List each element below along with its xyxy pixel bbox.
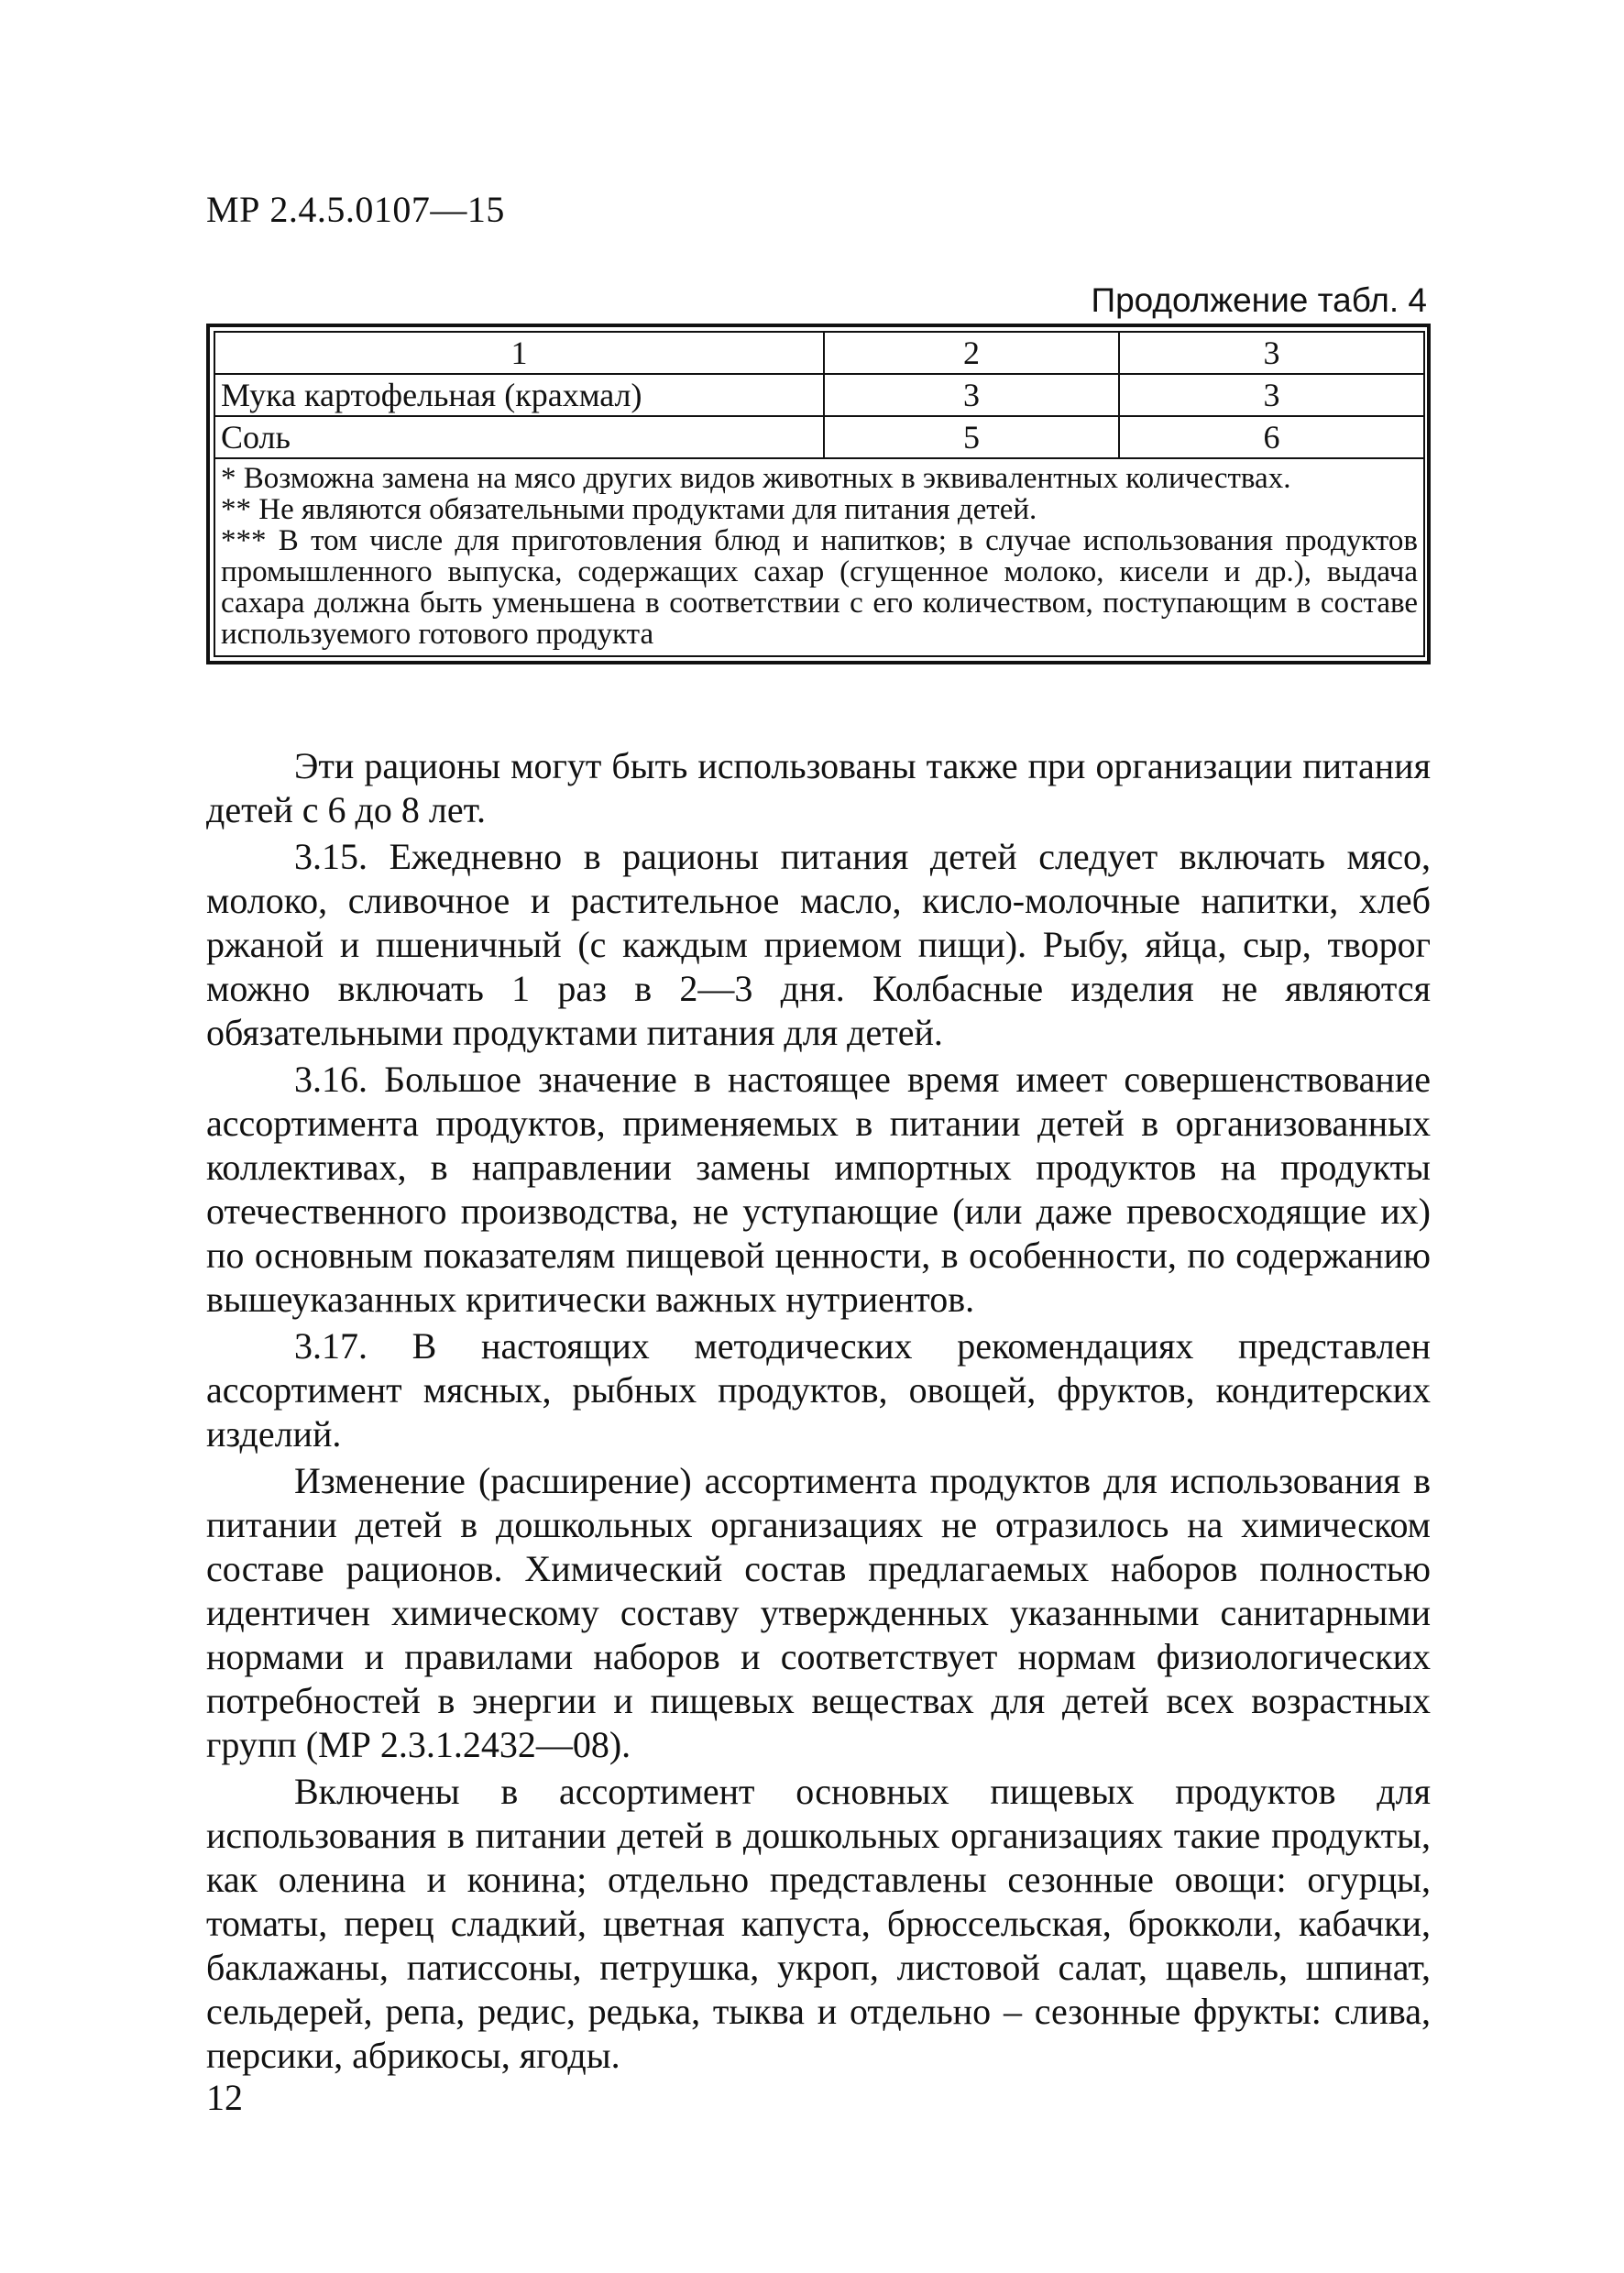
table-cell-product: Соль: [214, 416, 824, 458]
document-id-header: МР 2.4.5.0107—15: [206, 189, 505, 230]
table-row: [214, 374, 1424, 416]
table-cell-value: 6: [1119, 416, 1424, 458]
paragraph: 3.17. В настоящих методических рекомендациях представлен ассортимент мясных, рыбных продуктов, овощей, фруктов, кондитерских изделий.: [206, 1325, 1431, 1455]
table-caption: Продолжение табл. 4: [1091, 281, 1427, 319]
table-cell-value: 3: [824, 374, 1119, 416]
table-header-row: [214, 332, 1424, 374]
body-text: [206, 744, 1431, 2078]
table-row: [214, 416, 1424, 458]
paragraph: Изменение (расширение) ассортимента продуктов для использования в питании детей в дошкольных организациях не отразилось на химическом составе рационов. Химический состав предлагаемых наборов полностью идентичен химическому составу утвержденных указанными санитарными нормами и правилами наборов и соответствует нормам физиологических потребностей в энергии и пищевых веществах для детей всех возрастных групп (МР 2.3.1.2432—08).: [206, 1460, 1431, 1765]
table-header-cell: 3: [1119, 332, 1424, 374]
paragraph: 3.15. Ежедневно в рационы питания детей следует включать мясо, молоко, сливочное и растительное масло, кисло-молочные напитки, хлеб ржаной и пшеничный (с каждым приемом пищи). Рыбу, яйца, сыр, творог можно включать 1 раз в 2—3 дня. Колбасные изделия не являются обязательными продуктами питания для детей.: [206, 836, 1431, 1053]
footnote: * Возможна замена на мясо других видов животных в эквивалентных количествах.: [221, 462, 1291, 495]
page-number: 12: [206, 2077, 243, 2118]
product-table: [206, 324, 1431, 664]
footnote: *** В том числе для приготовления блюд и напитков; в случае использования продуктов промышленного выпуска, содержащих сахар (сгущенное молоко, кисели и др.), выдача сахара должна быть уменьшена в соответствии с его количеством, поступающим в составе используемого готового продукта: [221, 524, 1418, 651]
table-header-cell: 1: [214, 332, 824, 374]
paragraph: 3.16. Большое значение в настоящее время имеет совершенствование ассортимента продуктов, применяемых в питании детей в организованных коллективах, в направлении замены импортных продуктов на продукты отечественного производства, не уступающие (или даже превосходящие их) по основным показателям пищевой ценности, в особенности, по содержанию вышеуказанных критически важных нутриентов.: [206, 1059, 1431, 1320]
table-cell-value: 3: [1119, 374, 1424, 416]
table-notes-row: [214, 458, 1424, 656]
table-header-cell: 2: [824, 332, 1119, 374]
footnote: ** Не являются обязательными продуктами для питания детей.: [221, 493, 1037, 526]
paragraph: Эти рационы могут быть использованы также при организации питания детей с 6 до 8 лет.: [206, 745, 1431, 830]
table-notes-cell: [214, 458, 1424, 656]
table-cell-value: 5: [824, 416, 1119, 458]
paragraph: Включены в ассортимент основных пищевых продуктов для использования в питании детей в дошкольных организациях такие продукты, как оленина и конина; отдельно представлены сезонные овощи: огурцы, томаты, перец сладкий, цветная капуста, брюссельская, брокколи, кабачки, баклажаны, патиссоны, петрушка, укроп, листовой салат, щавель, шпинат, сельдерей, репа, редис, редька, тыква и отдельно – сезонные фрукты: слива, персики, абрикосы, ягоды.: [206, 1771, 1431, 2076]
table-cell-product: Мука картофельная (крахмал): [214, 374, 824, 416]
